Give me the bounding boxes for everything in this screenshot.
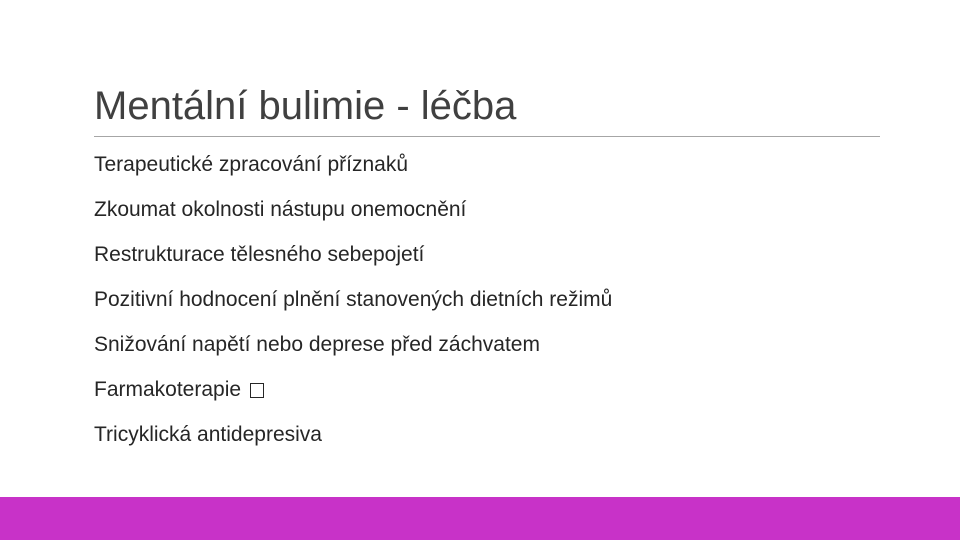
list-item [94, 285, 612, 315]
list-item [94, 150, 612, 180]
list-item-text: Tricyklická antidepresiva [94, 423, 322, 446]
list-item-text: Zkoumat okolnosti nástupu onemocnění [94, 198, 467, 221]
list-item-text: Farmakoterapie [94, 378, 242, 401]
list-item-text: Restrukturace tělesného sebepojetí [94, 243, 425, 266]
list-item [94, 330, 612, 360]
content-list [94, 150, 612, 465]
list-item [94, 195, 612, 225]
title-divider [94, 136, 880, 137]
list-item-text: Snižování napětí nebo deprese před záchvatem [94, 333, 540, 356]
list-item [94, 420, 612, 450]
list-item-text: Terapeutické zpracování příznaků [94, 153, 409, 176]
slide-title: Mentální bulimie - léčba [94, 84, 517, 128]
empty-box-icon [250, 383, 264, 398]
list-item [94, 240, 612, 270]
accent-bar [0, 497, 960, 540]
list-item [94, 375, 612, 405]
list-item-text: Pozitivní hodnocení plnění stanovených dietních režimů [94, 288, 613, 311]
